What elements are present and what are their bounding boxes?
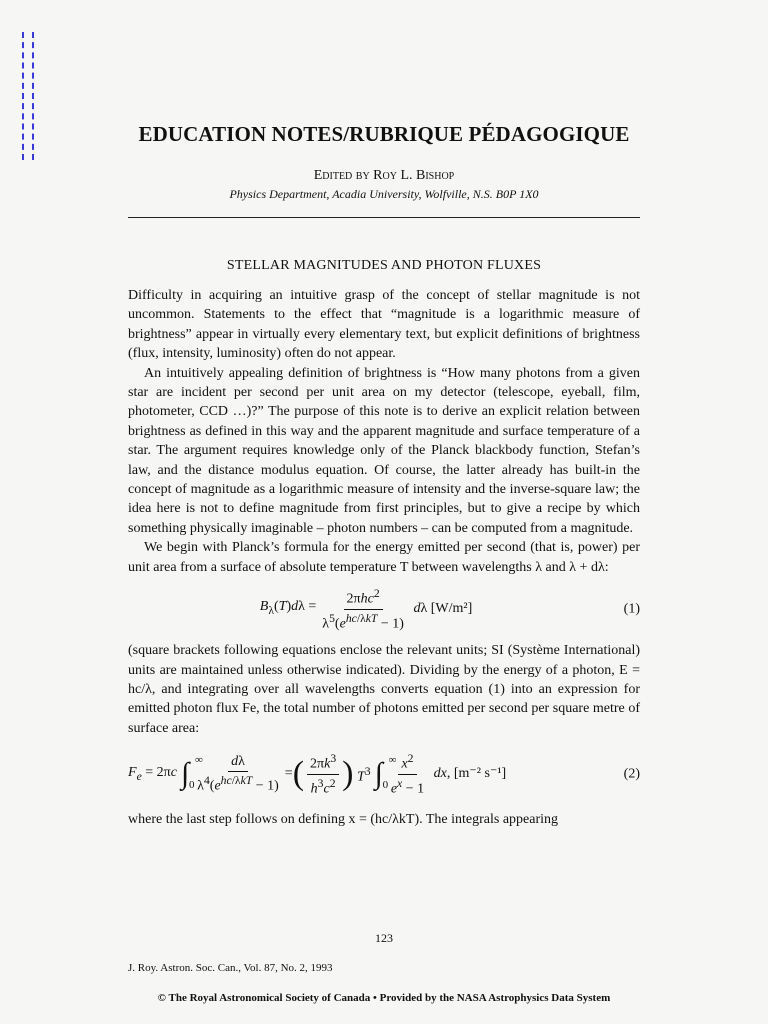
equation-1-units: [W/m²] xyxy=(430,601,473,617)
equation-2 xyxy=(128,744,640,804)
editor-affiliation: Physics Department, Acadia University, Wolfville, N.S. B0P 1X0 xyxy=(229,187,539,201)
paragraph-3: We begin with Planck’s formula for the energy emitted per second (that is, power) per unit area from a surface of absolute temperature T between wavelengths λ and λ + dλ: xyxy=(128,540,640,575)
editor-line xyxy=(128,168,640,184)
paragraph-4: (square brackets following equations enclose the relevant units; SI (Système International) units are maintained unless otherwise indicated). Dividing by the energy of a photon, E = hc/λ, and integrating over all wavelengths converts equation (1) into an expression for emitted photon flux Fe, the total number of photons emitted per second per square metre of surface area: xyxy=(128,643,640,736)
article-body xyxy=(128,286,640,830)
page-number: 123 xyxy=(375,931,393,945)
equation-2-units: [m⁻² s⁻¹] xyxy=(453,766,507,782)
equation-2-fraction-a: $\frac{d\lambda}{\lambda^4(e^{hc/\lambda kT} - 1)}$ xyxy=(197,753,279,794)
equation-2-fraction-c: $\frac{x^2}{e^x - 1}$ xyxy=(390,751,425,797)
equation-1-fraction: $\frac{2\pi hc^2}{\lambda^5(e^{hc/\lambda kT} - 1)}$ xyxy=(322,586,404,632)
paragraph-2: An intuitively appealing definition of brightness is “How many photons from a given star are incident per second per unit area on my detector (telescope, eyeball, film, photometer, CCD …)?” The purpose of this note is to derive an explicit relation between brightness as defined in this way and the apparent magnitude and surface temperature of a star. The argument requires knowledge only of the Planck blackbody function, Stefan’s law, and the distance modulus equation. Of course, the latter already has built-in the concept of magnitude as a logarithmic measure of intensity and the inverse-square law; the idea here is not to define magnitude from first principles, but to give a recipe by which something physically imaginable – photon numbers – can be computed from a magnitude. xyxy=(128,365,640,536)
scan-margin-marker xyxy=(22,32,34,160)
equation-1-number: (1) xyxy=(623,601,640,617)
equation-2-fraction-b: $\frac{2\pi k^3}{h^3c^2}$ xyxy=(307,751,339,797)
header-rule xyxy=(128,217,640,218)
equation-2-number: (2) xyxy=(623,766,640,782)
paragraph-5: where the last step follows on defining x = (hc/λkT). The integrals appearing xyxy=(128,812,559,828)
section-title: STELLAR MAGNITUDES AND PHOTON FLUXES xyxy=(226,258,542,273)
journal-citation: J. Roy. Astron. Soc. Can., Vol. 87, No. 2, 1993 xyxy=(128,962,333,974)
edited-by-label: Edited by xyxy=(313,168,370,183)
copyright-footer: © The Royal Astronomical Society of Canada • Provided by the NASA Astrophysics Data System xyxy=(157,992,611,1004)
equation-1-body: $B_\lambda(T)d\lambda$ = $\frac{2\pi hc^2}{\lambda^5(e^{hc/\lambda kT} - 1)}$ dλ [W/m²] xyxy=(259,586,473,632)
paragraph-1: Difficulty in acquiring an intuitive grasp of the concept of stellar magnitude is not uncommon. Statements to the effect that “magnitude is a logarithmic measure of brightness” appear in virtually every elementary text, but explicit definitions of brightness (flux, intensity, luminosity) often do not appear. xyxy=(128,288,640,362)
page-title: EDUCATION NOTES/RUBRIQUE PÉDAGOGIQUE xyxy=(138,122,630,146)
equation-2-body: $F_e = 2\pi c$ ∫ ∞ 0 $\frac{d\lambda}{\lambda^4(e^{hc/\lambda kT} - 1)}$ = ( $\frac{2\pi k^3}{h^3c^2}$ ) $T^3$ ∫ ∞ 0 $\frac{x^2}{e^x - 1}$ dx, [m⁻² s⁻¹] xyxy=(128,751,507,797)
equation-1 xyxy=(128,583,640,635)
editor-name: Roy L. Bishop xyxy=(373,168,455,183)
